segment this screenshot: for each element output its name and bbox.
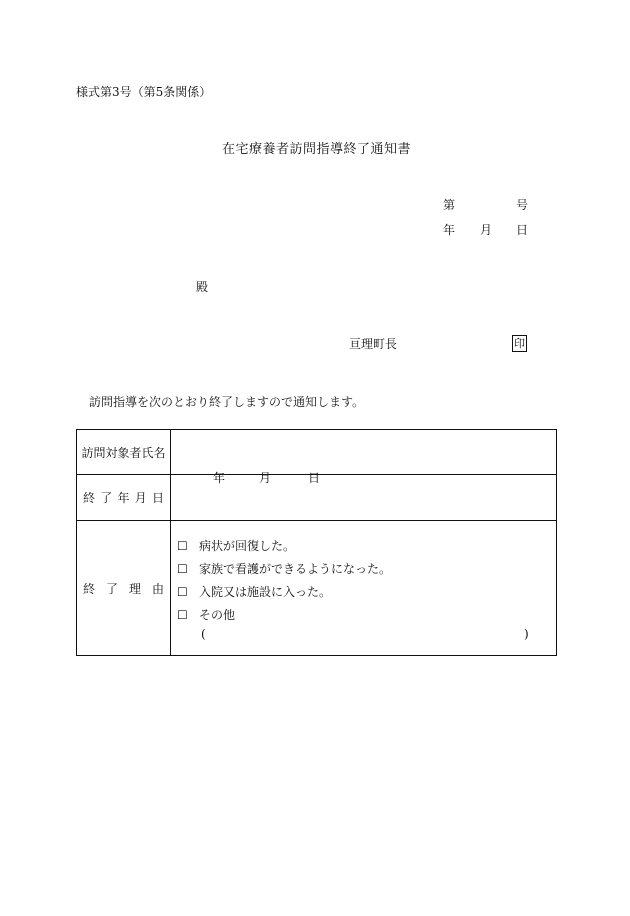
end-date-label-cell (77, 475, 171, 521)
reason-options-cell (171, 521, 557, 656)
reason-option[interactable] (177, 537, 295, 554)
name-label-cell (77, 430, 171, 475)
end-date-value-cell[interactable] (171, 471, 557, 521)
reason-option[interactable] (177, 560, 391, 577)
reason-option[interactable] (177, 606, 235, 623)
reason-option-label: その他 (199, 608, 236, 622)
end-date-label-char: 了 (100, 491, 113, 505)
addressee-honorific: 殿 (196, 280, 209, 294)
document-title: 在宅療養者訪問指導終了通知書 (222, 142, 412, 157)
checkbox-icon[interactable]: ☐ (177, 538, 188, 553)
end-date-year: 年 (213, 471, 226, 485)
checkbox-icon[interactable]: ☐ (177, 584, 188, 599)
issue-date-day: 日 (516, 223, 529, 237)
table-row-end-date (77, 475, 557, 521)
end-date-label-char: 年 (117, 491, 130, 505)
number-prefix: 第 (443, 198, 456, 212)
name-label: 訪問対象者氏名 (81, 445, 166, 460)
checkbox-icon[interactable]: ☐ (177, 607, 188, 622)
reason-label-cell (77, 521, 171, 656)
notice-table (76, 429, 557, 656)
reason-label-char: 終 (83, 581, 96, 596)
checkbox-icon[interactable]: ☐ (177, 561, 188, 576)
other-close-paren: ) (524, 627, 529, 641)
name-value-cell[interactable] (171, 430, 557, 475)
reason-option[interactable] (177, 583, 331, 600)
reason-label-char: 了 (105, 581, 118, 596)
reason-label-char: 理 (128, 581, 141, 596)
end-date-label-char: 終 (83, 491, 96, 505)
end-date-month: 月 (259, 471, 272, 485)
reason-option-label: 家族で看護ができるようになった。 (199, 562, 392, 576)
table-row-name (77, 430, 557, 475)
end-date-label-char: 日 (151, 491, 164, 505)
end-date-day: 日 (308, 471, 321, 485)
issue-date-year: 年 (443, 223, 456, 237)
other-open-paren: ( (201, 627, 206, 641)
seal-mark: 印 (514, 337, 525, 350)
form-number: 様式第3号（第5条関係） (76, 85, 212, 99)
reason-label-char: 由 (151, 581, 164, 596)
number-suffix: 号 (516, 198, 529, 212)
table-row-reason (77, 521, 557, 656)
reason-option-label: 入院又は施設に入った。 (199, 585, 332, 599)
reason-option-label: 病状が回復した。 (199, 539, 296, 553)
end-date-label-char: 月 (134, 491, 147, 505)
issuer-name: 亘理町長 (349, 337, 398, 351)
body-text: 訪問指導を次のとおり終了しますので通知します。 (89, 395, 365, 409)
issue-date-month: 月 (480, 223, 493, 237)
